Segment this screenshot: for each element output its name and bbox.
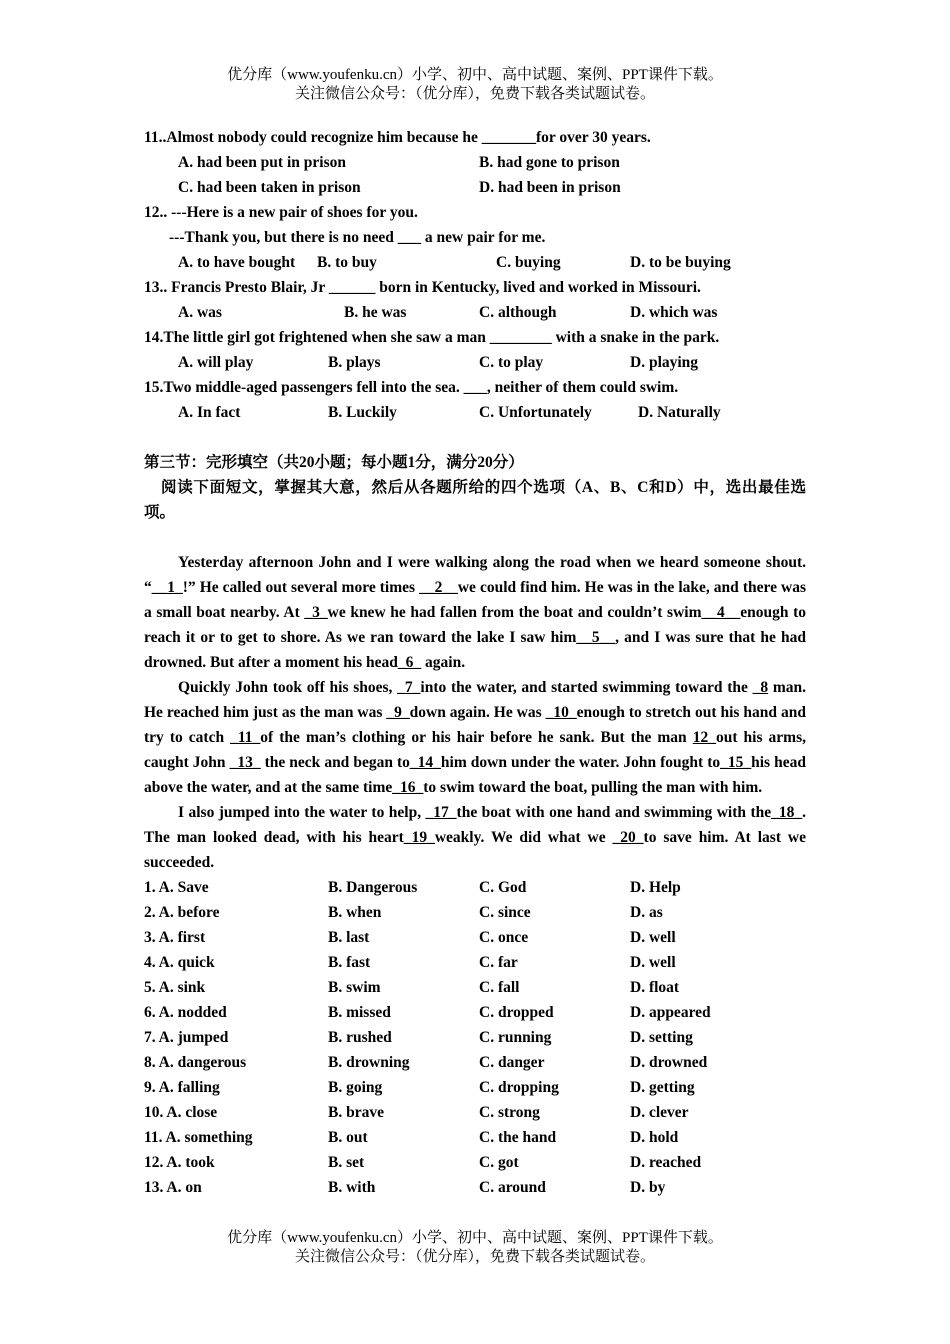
option: B. plays	[328, 354, 381, 371]
cloze-option: B. when	[328, 904, 382, 921]
cloze-option: C. got	[479, 1154, 519, 1171]
cloze-option-row	[144, 975, 806, 1000]
option: C. although	[479, 304, 557, 321]
passage-text: we knew he had fallen from the boat and couldn’t swim	[327, 604, 702, 621]
cloze-option: C. fall	[479, 979, 520, 996]
passage-text: . The man looked dead, with his heart	[144, 804, 806, 846]
passage-text: I also jumped into the water to help,	[178, 804, 426, 821]
cloze-blank: __2__	[419, 579, 458, 596]
option: A. In fact	[178, 404, 241, 421]
cloze-option: D. getting	[630, 1079, 695, 1096]
cloze-option-row	[144, 925, 806, 950]
cloze-option-row	[144, 1025, 806, 1050]
option: B. he was	[344, 304, 407, 321]
passage-text: of the man’s clothing or his hair before he sank. But the man	[260, 729, 693, 746]
cloze-option: C. danger	[479, 1054, 545, 1071]
option: A. to have bought	[178, 254, 296, 271]
cloze-option: D. clever	[630, 1104, 689, 1121]
cloze-option-row	[144, 1000, 806, 1025]
question-12-stem: 12.. ---Here is a new pair of shoes for you.	[144, 204, 418, 221]
cloze-option: 8. A. dangerous	[144, 1054, 247, 1071]
cloze-blank: _14_	[409, 754, 441, 771]
cloze-blank: _18_	[771, 804, 803, 821]
passage-text: enough to reach it or to get to shore. As we ran toward the lake I saw him	[144, 604, 807, 646]
cloze-option-row	[144, 900, 806, 925]
cloze-option-row	[144, 950, 806, 975]
cloze-blank: _11_	[230, 729, 261, 746]
cloze-blank: _13_	[229, 754, 261, 771]
option: D. which was	[630, 304, 718, 321]
cloze-option: B. drowning	[328, 1054, 410, 1071]
passage-text: Quickly John took off his shoes,	[178, 679, 398, 696]
cloze-option: D. float	[630, 979, 680, 996]
cloze-blank: _8	[752, 679, 769, 696]
cloze-option: D. reached	[630, 1154, 702, 1171]
cloze-option-row	[144, 1125, 806, 1150]
cloze-options-list	[144, 875, 806, 1200]
page-header	[0, 66, 950, 104]
passage-text: the boat with one hand and swimming with the	[456, 804, 772, 821]
cloze-blank: _19_	[403, 829, 435, 846]
passage-text: man. He reached him just as the man was	[144, 679, 806, 721]
passage-text: , and I was sure that he had drowned. But after a moment his head	[144, 629, 806, 671]
cloze-option: C. dropping	[479, 1079, 559, 1096]
cloze-blank: 12_	[692, 729, 716, 746]
option: D. Naturally	[638, 404, 721, 421]
cloze-blank: _15_	[720, 754, 752, 771]
header-line-1: 优分库（www.youfenku.cn）小学、初中、高中试题、案例、PPT课件下载。	[227, 67, 723, 83]
option: A. was	[178, 304, 222, 321]
question-15-stem: 15.Two middle-aged passengers fell into the sea. ___, neither of them could swim.	[144, 379, 679, 396]
cloze-option: 6. A. nodded	[144, 1004, 227, 1021]
passage-text: Yesterday afternoon John and I were walking along the road when we heard someone shout. “	[144, 554, 806, 596]
cloze-option: D. well	[630, 929, 676, 946]
cloze-option: 1. A. Save	[144, 879, 209, 896]
cloze-option: 2. A. before	[144, 904, 220, 921]
passage-paragraph-2	[144, 675, 806, 800]
option: B. Luckily	[328, 404, 397, 421]
passage-paragraph-1	[144, 550, 806, 675]
passage-paragraph-3	[144, 800, 806, 875]
option: D. to be buying	[630, 254, 731, 271]
exam-content	[144, 125, 806, 1200]
page-footer	[0, 1229, 950, 1267]
cloze-blank: _6_	[397, 654, 422, 671]
cloze-option: 7. A. jumped	[144, 1029, 229, 1046]
cloze-option-row	[144, 1150, 806, 1175]
passage-text: him down under the water. John fought to	[440, 754, 721, 771]
cloze-option: B. set	[328, 1154, 365, 1171]
passage-text: to save him. At last we succeeded.	[144, 829, 806, 871]
cloze-option: D. as	[630, 904, 663, 921]
cloze-blank: _7_	[397, 679, 421, 696]
option: A. had been put in prison	[178, 154, 346, 171]
question-15-options	[144, 400, 806, 425]
option: B. to buy	[317, 254, 377, 271]
option: C. buying	[496, 254, 561, 271]
cloze-option: C. running	[479, 1029, 552, 1046]
cloze-blank: _16_	[392, 779, 424, 796]
cloze-option: C. strong	[479, 1104, 540, 1121]
cloze-blank: _10_	[545, 704, 577, 721]
cloze-option: C. far	[479, 954, 518, 971]
cloze-option: D. hold	[630, 1129, 679, 1146]
option: C. had been taken in prison	[178, 179, 361, 196]
cloze-option: 13. A. on	[144, 1179, 202, 1196]
cloze-option: B. out	[328, 1129, 368, 1146]
cloze-option: B. missed	[328, 1004, 391, 1021]
cloze-option: B. brave	[328, 1104, 384, 1121]
cloze-option: B. rushed	[328, 1029, 392, 1046]
question-13-stem: 13.. Francis Presto Blair, Jr ______ born in Kentucky, lived and worked in Missouri.	[144, 279, 701, 296]
section-3-title: 第三节：完形填空（共20小题；每小题1分，满分20分）	[144, 454, 524, 471]
passage-text: down again. He was	[409, 704, 546, 721]
option: D. had been in prison	[479, 179, 621, 196]
cloze-option: D. by	[630, 1179, 666, 1196]
cloze-option: D. setting	[630, 1029, 693, 1046]
cloze-option: C. once	[479, 929, 529, 946]
cloze-blank: _17_	[425, 804, 457, 821]
cloze-option: 9. A. falling	[144, 1079, 220, 1096]
cloze-option: 11. A. something	[144, 1129, 253, 1146]
passage-text: we could find him. He was in the lake, and there was a small boat nearby. At	[144, 579, 806, 621]
cloze-option: 12. A. took	[144, 1154, 215, 1171]
cloze-option: B. swim	[328, 979, 381, 996]
header-line-2: 关注微信公众号：（优分库），免费下载各类试题试卷。	[294, 86, 655, 102]
cloze-option-row	[144, 1050, 806, 1075]
passage-text: weakly. We did what we	[434, 829, 613, 846]
cloze-option: C. around	[479, 1179, 546, 1196]
question-11-options-row-2	[144, 175, 806, 200]
passage-text: out his arms, caught John	[144, 729, 806, 771]
question-14-options	[144, 350, 806, 375]
cloze-option: B. fast	[328, 954, 371, 971]
cloze-blank: __4__	[701, 604, 741, 621]
cloze-blank: _9_	[386, 704, 410, 721]
footer-line-2: 关注微信公众号：（优分库），免费下载各类试题试卷。	[294, 1249, 655, 1265]
question-14-stem: 14.The little girl got frightened when she saw a man ________ with a snake in the park.	[144, 329, 720, 346]
cloze-option: C. since	[479, 904, 531, 921]
question-12-stem-2: ---Thank you, but there is no need ___ a new pair for me.	[169, 229, 546, 246]
cloze-blank: __1_	[151, 579, 183, 596]
option: C. Unfortunately	[479, 404, 592, 421]
option: D. playing	[630, 354, 699, 371]
cloze-option: 4. A. quick	[144, 954, 215, 971]
cloze-option: D. drowned	[630, 1054, 708, 1071]
cloze-blank: _20_	[612, 829, 644, 846]
option: B. had gone to prison	[479, 154, 620, 171]
cloze-option: B. last	[328, 929, 370, 946]
option: C. to play	[479, 354, 544, 371]
cloze-option: D. well	[630, 954, 676, 971]
cloze-option: C. God	[479, 879, 527, 896]
cloze-option: 5. A. sink	[144, 979, 206, 996]
cloze-blank: _3_	[304, 604, 328, 621]
passage-text: !” He called out several more times	[182, 579, 420, 596]
cloze-option: 3. A. first	[144, 929, 206, 946]
question-13-options	[144, 300, 806, 325]
passage-text: to swim toward the boat, pulling the man with him.	[423, 779, 763, 796]
passage-text: again.	[421, 654, 466, 671]
cloze-option-row	[144, 1075, 806, 1100]
question-11-options-row-1	[144, 150, 806, 175]
cloze-option: C. the hand	[479, 1129, 557, 1146]
cloze-option: C. dropped	[479, 1004, 554, 1021]
cloze-option-row	[144, 875, 806, 900]
cloze-option-row	[144, 1175, 806, 1200]
footer-line-1: 优分库（www.youfenku.cn）小学、初中、高中试题、案例、PPT课件下载。	[227, 1230, 723, 1246]
option: A. will play	[178, 354, 254, 371]
cloze-option: B. Dangerous	[328, 879, 418, 896]
cloze-option: 10. A. close	[144, 1104, 218, 1121]
cloze-option: B. going	[328, 1079, 383, 1096]
question-11-stem: 11..Almost nobody could recognize him because he _______for over 30 years.	[144, 129, 651, 146]
question-12-options	[144, 250, 806, 275]
passage-text: into the water, and started swimming toward the	[420, 679, 753, 696]
cloze-option-row	[144, 1100, 806, 1125]
cloze-option: D. Help	[630, 879, 681, 896]
cloze-option: D. appeared	[630, 1004, 711, 1021]
passage-text: enough to stretch out his hand and try to catch	[144, 704, 806, 746]
passage-text: his head above the water, and at the same time	[144, 754, 806, 796]
cloze-option: B. with	[328, 1179, 376, 1196]
cloze-blank: __5__	[576, 629, 616, 646]
section-3-instruction: 阅读下面短文，掌握其大意，然后从各题所给的四个选项（A、B、C和D）中，选出最佳选项。	[144, 479, 806, 521]
passage-text: the neck and began to	[260, 754, 410, 771]
